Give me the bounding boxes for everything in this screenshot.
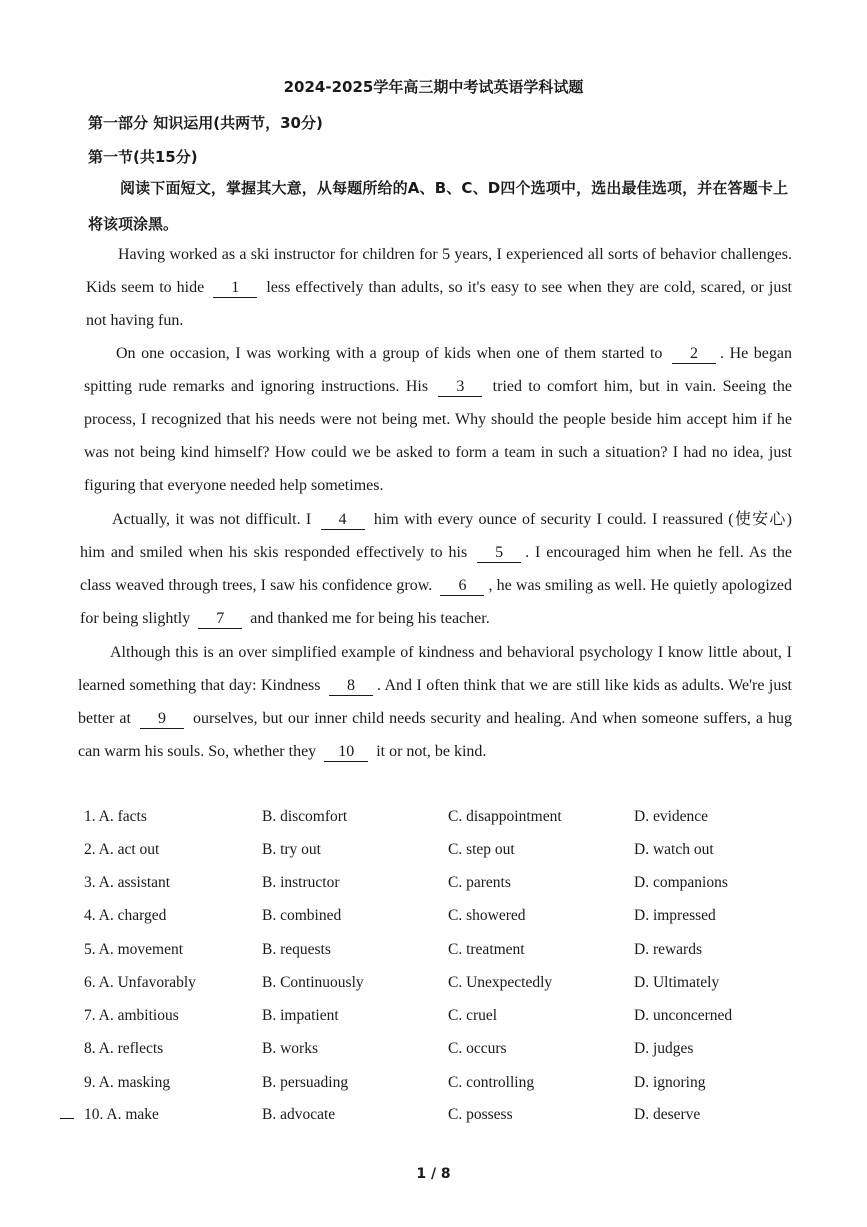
option-a: 5. A. movement	[84, 941, 184, 958]
option-a: 8. A. reflects	[84, 1040, 164, 1057]
blank-9: 9	[140, 710, 184, 729]
passage-paragraph-1	[86, 238, 792, 337]
passage-text: Having worked as a ski instructor for children for 5 years, I experienced all sorts of behavior challenges. Kids seem to hide	[86, 246, 792, 296]
passage-paragraph-3	[80, 503, 792, 635]
option-c: C. showered	[448, 907, 526, 924]
option-c: C. controlling	[448, 1074, 535, 1091]
passage-paragraph-4	[78, 636, 792, 768]
option-b: B. Continuously	[262, 974, 364, 991]
exam-title: 2024-2025学年高三期中考试英语学科试题	[283, 78, 584, 96]
instructions: 阅读下面短文，掌握其大意，从每题所给的A、B、C、D四个选项中，选出最佳选项，并在答题卡上将该项涂黑。	[88, 179, 788, 233]
passage-text: and thanked me for being his teacher.	[250, 610, 490, 627]
passage-paragraph-2	[84, 337, 792, 502]
blank-4: 4	[321, 511, 365, 530]
passage-text: tried to comfort him, but in vain. Seeing the process, I recognized that his needs were not being met. Why should the people beside him accept him if he was not being kind himself? How could we be asked to form a team in such a situation? I had no idea, just figuring that everyone needed help sometimes.	[84, 378, 792, 494]
option-b: B. try out	[262, 841, 321, 858]
option-row-5	[84, 941, 804, 965]
option-a: 3. A. assistant	[84, 874, 171, 891]
option-a: 2. A. act out	[84, 841, 160, 858]
option-b: B. advocate	[262, 1106, 336, 1123]
option-d: D. ignoring	[634, 1074, 706, 1091]
option-row-1	[84, 808, 804, 832]
option-a: 7. A. ambitious	[84, 1007, 179, 1024]
option-d: D. impressed	[634, 907, 716, 924]
option-row-3	[84, 874, 804, 898]
blank-7: 7	[198, 610, 242, 629]
passage-text: him with every ounce of security I could. I reassured (使安心) him and smiled when his skis responded effectively to his	[80, 511, 793, 561]
option-c: C. disappointment	[448, 808, 562, 825]
option-c: C. treatment	[448, 941, 525, 958]
option-a: 6. A. Unfavorably	[84, 974, 196, 991]
option-d: D. deserve	[634, 1106, 701, 1123]
option-c: C. possess	[448, 1106, 513, 1123]
option-row-4	[84, 907, 804, 931]
blank-1: 1	[213, 279, 257, 298]
option-b: B. discomfort	[262, 808, 348, 825]
blank-8: 8	[329, 677, 373, 696]
option-d: D. judges	[634, 1040, 694, 1057]
passage-text: , he was smiling as well. He quietly apologized for being slightly	[80, 577, 793, 627]
option-row-9	[84, 1074, 804, 1098]
option-c: C. parents	[448, 874, 511, 891]
option-row-8	[84, 1040, 804, 1064]
option-row-10	[84, 1106, 804, 1130]
margin-mark	[60, 1118, 74, 1119]
option-c: C. step out	[448, 841, 515, 858]
passage-text: less effectively than adults, so it's easy to see when they are cold, scared, or just not having fun.	[86, 279, 793, 329]
option-row-7	[84, 1007, 804, 1031]
option-d: D. unconcerned	[634, 1007, 733, 1024]
passage-text: it or not, be kind.	[376, 743, 487, 760]
option-c: C. cruel	[448, 1007, 498, 1024]
passage-text: Actually, it was not difficult. I	[112, 511, 312, 528]
option-c: C. Unexpectedly	[448, 974, 553, 991]
passage-text: Although this is an over simplified example of kindness and behavioral psychology I know little about, I learned something that day: Kindness	[78, 644, 792, 694]
option-a: 1. A. facts	[84, 808, 147, 825]
part-heading: 第一部分 知识运用(共两节，30分)	[88, 114, 323, 132]
blank-3: 3	[438, 378, 482, 397]
passage-text: . And I often think that we are still like kids as adults. We're just better at	[78, 677, 793, 727]
option-b: B. impatient	[262, 1007, 339, 1024]
passage-text: ourselves, but our inner child needs security and healing. And when someone suffers, a hug can warm his souls. So, whether they	[78, 710, 793, 760]
blank-6: 6	[440, 577, 484, 596]
option-d: D. watch out	[634, 841, 714, 858]
option-a: 10. A. make	[84, 1106, 159, 1123]
option-d: D. companions	[634, 874, 728, 891]
option-d: D. evidence	[634, 808, 709, 825]
passage-text: . He began spitting rude remarks and ignoring instructions. His	[84, 345, 793, 395]
passage-text: . I encouraged him when he fell. As the class weaved through trees, I saw his confidence grow.	[80, 544, 792, 594]
option-row-2	[84, 841, 804, 865]
option-b: B. combined	[262, 907, 342, 924]
blank-2: 2	[672, 345, 716, 364]
option-b: B. persuading	[262, 1074, 349, 1091]
option-d: D. Ultimately	[634, 974, 720, 991]
option-a: 4. A. charged	[84, 907, 167, 924]
option-row-6	[84, 974, 804, 998]
option-a: 9. A. masking	[84, 1074, 171, 1091]
option-c: C. occurs	[448, 1040, 507, 1057]
option-b: B. requests	[262, 941, 331, 958]
option-d: D. rewards	[634, 941, 703, 958]
blank-10: 10	[324, 743, 368, 762]
section-heading: 第一节(共15分)	[88, 148, 198, 166]
option-b: B. instructor	[262, 874, 340, 891]
option-b: B. works	[262, 1040, 318, 1057]
blank-5: 5	[477, 544, 521, 563]
page-number: 1 / 8	[416, 1166, 451, 1182]
passage-text: On one occasion, I was working with a group of kids when one of them started to	[116, 345, 663, 362]
